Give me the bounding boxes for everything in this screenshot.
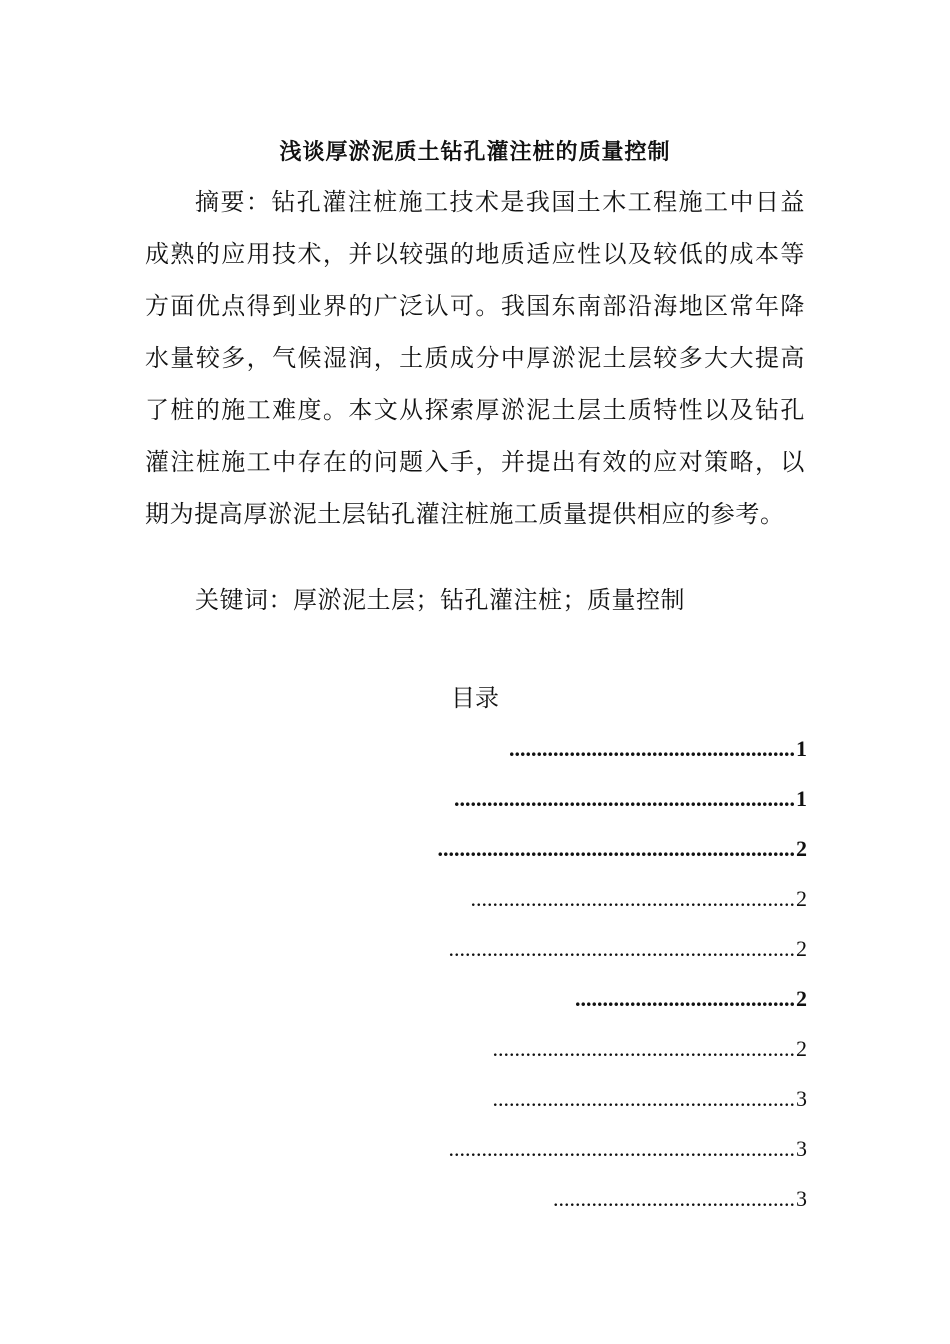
toc-entry[interactable]: [575, 984, 807, 1014]
toc-entry[interactable]: [449, 1134, 808, 1164]
toc-entry[interactable]: [493, 1084, 808, 1114]
toc-page-number: 3: [796, 1136, 807, 1161]
toc-page-number: 2: [796, 936, 807, 961]
toc-entry[interactable]: [438, 834, 808, 864]
toc-page-number: 2: [796, 836, 807, 861]
toc-leader: ....................................................: [509, 736, 795, 761]
toc-leader: ...........................................................: [470, 886, 795, 911]
toc-heading: 目录: [451, 684, 499, 712]
toc-leader: ............................................: [553, 1186, 795, 1211]
toc-leader: ...............................................................: [448, 936, 795, 961]
toc-page-number: 1: [796, 736, 807, 761]
toc-entry[interactable]: [509, 734, 807, 764]
toc-leader: ........................................: [575, 986, 795, 1011]
toc-entry[interactable]: [454, 784, 807, 814]
abstract-paragraph: 摘要：钻孔灌注桩施工技术是我国土木工程施工中日益成熟的应用技术，并以较强的地质适应性以及较低的成本等方面优点得到业界的广泛认可。我国东南部沿海地区常年降水量较多，气候湿润，土质成分中厚淤泥土层较多大大提高了桩的施工难度。本文从探索厚淤泥土层土质特性以及钻孔灌注桩施工中存在的问题入手，并提出有效的应对策略，以期为提高厚淤泥土层钻孔灌注桩施工质量提供相应的参考。: [145, 188, 805, 528]
toc-page-number: 2: [796, 886, 807, 911]
toc-page-number: 2: [796, 1036, 807, 1061]
toc-leader: .................................................................: [437, 836, 795, 861]
toc-page-number: 2: [796, 986, 807, 1011]
keywords-line: 关键词：厚淤泥土层；钻孔灌注桩；质量控制: [195, 586, 685, 614]
toc-leader: .......................................................: [492, 1036, 795, 1061]
toc-page-number: 3: [796, 1086, 807, 1111]
toc-entry[interactable]: [553, 1184, 807, 1214]
toc-leader: ...............................................................: [448, 1136, 795, 1161]
toc-leader: ..............................................................: [454, 786, 795, 811]
toc-entry[interactable]: [493, 1034, 808, 1064]
toc-page-number: 3: [796, 1186, 807, 1211]
document-title: 浅谈厚淤泥质土钻孔灌注桩的质量控制: [279, 140, 671, 165]
toc-entry[interactable]: [449, 934, 808, 964]
toc-leader: .......................................................: [492, 1086, 795, 1111]
toc-page-number: 1: [796, 786, 807, 811]
toc-entry[interactable]: [471, 884, 808, 914]
